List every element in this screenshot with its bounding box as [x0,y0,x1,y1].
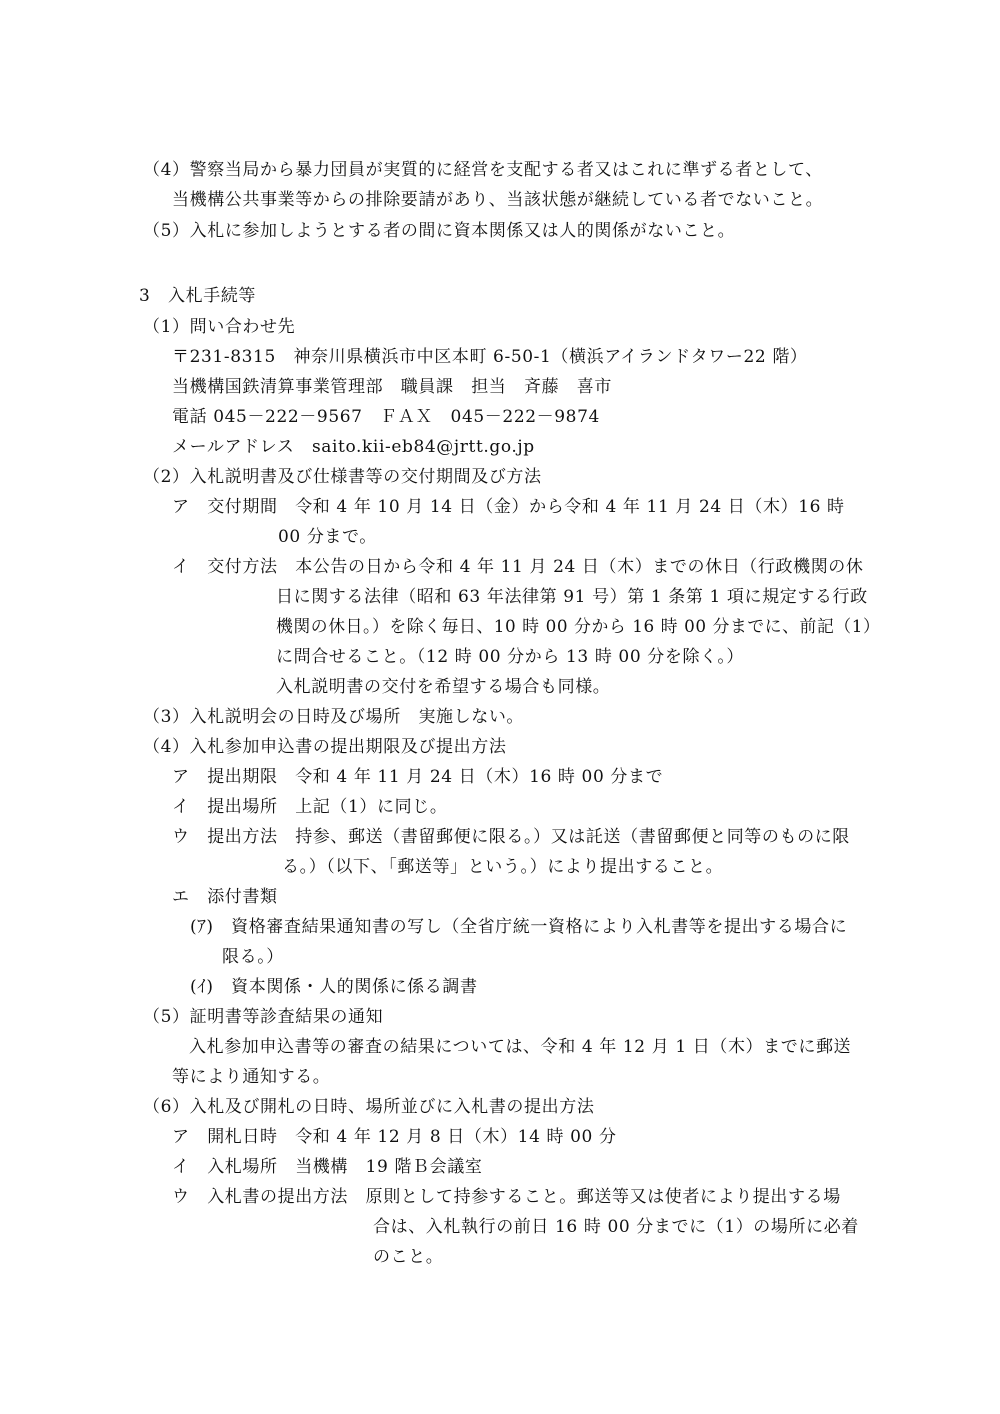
attachments-heading: エ 添付書類 [172,887,278,907]
contact-email: メールアドレス saito.kii-eb84@jrtt.go.jp [172,437,535,457]
issue-period-line-1: ア 交付期間 令和 4 年 10 月 14 日（金）から令和 4 年 11 月 24 日（木）16 時 [172,497,845,517]
opening-datetime: ア 開札日時 令和 4 年 12 月 8 日（木）14 時 00 分 [172,1127,617,1147]
subsection-1-heading: （1）問い合わせ先 [143,317,296,337]
bid-location: イ 入札場所 当機構 19 階Ｂ会議室 [172,1157,483,1177]
bid-submission-line-1: ウ 入札書の提出方法 原則として持参すること。郵送等又は使者により提出する場 [172,1187,841,1207]
review-notice-line-1: 入札参加申込書等の審査の結果については、令和 4 年 12 月 1 日（木）までに郵送 [189,1037,852,1057]
issue-method-line-5: 入札説明書の交付を希望する場合も同様。 [276,677,611,697]
item-4-line-1: （4）警察当局から暴力団員が実質的に経営を支配する者又はこれに準ずる者として、 [143,160,823,180]
issue-method-line-2: 日に関する法律（昭和 63 年法律第 91 号）第 1 条第 1 項に規定する行政 [276,587,868,607]
attachment-a-line-2: 限る。） [222,947,284,967]
submission-method-line-1: ウ 提出方法 持参、郵送（書留郵便に限る。）又は託送（書留郵便と同等のものに限 [172,827,850,847]
item-5: （5）入札に参加しようとする者の間に資本関係又は人的関係がないこと。 [143,221,736,241]
subsection-3-heading: （3）入札説明会の日時及び場所 実施しない。 [143,707,525,727]
issue-method-line-3: 機関の休日。）を除く毎日、10 時 00 分から 16 時 00 分までに、前記（1） [276,617,881,637]
review-notice-line-2: 等により通知する。 [172,1067,331,1087]
contact-department: 当機構国鉄清算事業管理部 職員課 担当 斉藤 喜市 [172,377,612,397]
issue-method-line-1: イ 交付方法 本公告の日から令和 4 年 11 月 24 日（木）までの休日（行政機関の休 [172,557,864,577]
subsection-2-heading: （2）入札説明書及び仕様書等の交付期間及び方法 [143,467,542,487]
issue-method-line-4: に問合せること。（12 時 00 分から 13 時 00 分を除く。） [276,647,745,667]
attachment-b: (ｲ) 資本関係・人的関係に係る調書 [190,977,478,997]
bid-submission-line-2: 合は、入札執行の前日 16 時 00 分までに（1）の場所に必着 [373,1217,859,1237]
section-3-heading: 3 入札手続等 [139,286,257,306]
submission-deadline: ア 提出期限 令和 4 年 11 月 24 日（木）16 時 00 分まで [172,767,664,787]
attachment-a-line-1: (ｱ) 資格審査結果通知書の写し（全省庁統一資格により入札書等を提出する場合に [190,917,848,937]
submission-place: イ 提出場所 上記（1）に同じ。 [172,797,448,817]
issue-period-line-2: 00 分まで。 [278,527,377,547]
item-4-line-2: 当機構公共事業等からの排除要請があり、当該状態が継続している者でないこと。 [172,190,824,210]
subsection-4-heading: （4）入札参加申込書の提出期限及び提出方法 [143,737,507,757]
contact-address: 〒231-8315 神奈川県横浜市中区本町 6-50-1（横浜アイランドタワー22 階） [172,347,808,367]
submission-method-line-2: る。）（以下、「郵送等」という。）により提出すること。 [282,857,724,877]
subsection-5-heading: （5）証明書等診査結果の通知 [143,1007,384,1027]
contact-phone-fax: 電話 045－222－9567 ＦＡＸ 045－222－9874 [172,407,600,427]
bid-submission-line-3: のこと。 [373,1247,444,1267]
subsection-6-heading: （6）入札及び開札の日時、場所並びに入札書の提出方法 [143,1097,595,1117]
